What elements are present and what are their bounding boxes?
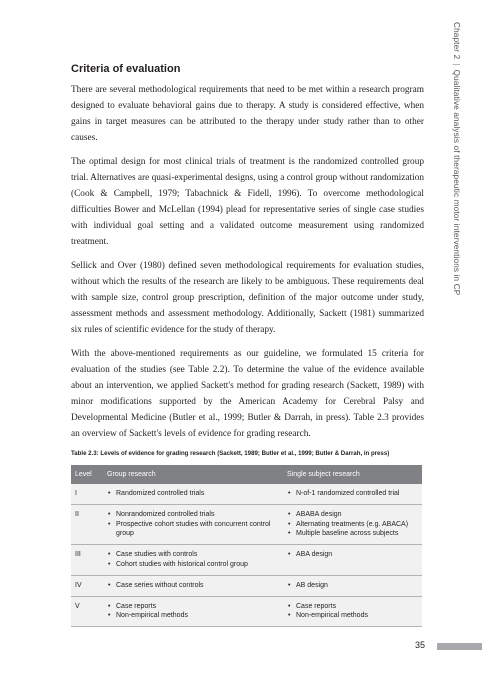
list-item: • Non-empirical methods xyxy=(287,611,418,621)
list-item: • Cohort studies with historical control group xyxy=(107,560,279,570)
group-research-cell xyxy=(103,504,283,544)
single-subject-cell xyxy=(283,504,422,544)
paragraph: Sellick and Over (1980) defined seven methodological requirements for evaluation studies, without which the results of the research are likely to be ambiguous. These requirements deal with sample size, control group prescription, definition of the major outcome under study, assessment methods and assessment methodology. Additionally, Sackett (1981) summarized six rules of scientific evidence for the study of therapy. xyxy=(71,261,424,335)
group-research-cell xyxy=(103,484,283,504)
group-research-cell xyxy=(103,545,283,576)
list-item: • Case reports xyxy=(107,602,279,612)
level-cell: I xyxy=(71,484,103,504)
header-group-research: Group research xyxy=(107,471,156,478)
chapter-label: Chapter 2 xyxy=(452,22,461,60)
list-item: • AB design xyxy=(287,581,418,591)
group-research-cell xyxy=(103,596,283,627)
list-item: • ABA design xyxy=(287,550,418,560)
single-subject-cell xyxy=(283,575,422,596)
table-row xyxy=(71,484,422,504)
group-research-cell xyxy=(103,575,283,596)
list-item: • Case series without controls xyxy=(107,581,279,591)
level-cell: IV xyxy=(71,575,103,596)
list-item: • Non-empirical methods xyxy=(107,611,279,621)
list-item: • Randomized controlled trials xyxy=(107,489,279,499)
section-heading: Criteria of evaluation xyxy=(71,63,181,75)
list-item: • Multiple baseline across subjects xyxy=(287,529,418,539)
list-item: • Nonrandomized controlled trials xyxy=(107,510,279,520)
body-text xyxy=(71,83,424,451)
paragraph: The optimal design for most clinical trials of treatment is the randomized controlled group trial. Alternatives are quasi-experimental designs, using a control group without randomization (Cook & Campbell, 1979; Tabachnick & Fidell, 1996). To overcome methodological difficulties Bower and McLellan (1994) plead for representative series of single case studies with individual goal setting and a validated outcome measurement using randomized treatment. xyxy=(71,157,424,247)
list-item: • Case studies with controls xyxy=(107,550,279,560)
chapter-sidebar xyxy=(446,22,464,322)
paragraph: There are several methodological requirements that need to be met within a research program designed to evaluate behavioral gains due to therapy. A study is considered effective, when gains in target measures can be attributed to the therapy under study rather than to other causes. xyxy=(71,85,424,143)
table-caption: Table 2.3: Levels of evidence for grading research (Sackett, 1989; Butler et al., 1999; Butler & Darrah, in press) xyxy=(71,450,390,457)
level-cell: II xyxy=(71,504,103,544)
table-row xyxy=(71,504,422,544)
list-item: • Prospective cohort studies with concurrent control group xyxy=(107,520,279,540)
table-row xyxy=(71,545,422,576)
list-item: • N-of-1 randomized controlled trial xyxy=(287,489,418,499)
chapter-title: Qualitative analysis of therapeutic motor interventions in CP xyxy=(452,69,461,296)
page-number: 35 xyxy=(415,640,426,650)
header-single-subject-research: Single subject research xyxy=(287,471,360,478)
header-level: Level xyxy=(75,471,92,478)
single-subject-cell xyxy=(283,596,422,627)
sidebar-separator: | xyxy=(452,63,461,66)
table-row xyxy=(71,596,422,627)
table-row xyxy=(71,575,422,596)
single-subject-cell xyxy=(283,545,422,576)
evidence-levels-table xyxy=(71,465,422,627)
page-marker-bar xyxy=(437,643,482,650)
list-item: • Alternating treatments (e.g. ABACA) xyxy=(287,520,418,530)
level-cell: V xyxy=(71,596,103,627)
single-subject-cell xyxy=(283,484,422,504)
list-item: • Case reports xyxy=(287,602,418,612)
paragraph: With the above-mentioned requirements as our guideline, we formulated 15 criteria for evaluation of the studies (see Table 2.2). To determine the value of the evidence available about an intervention, we applied Sackett's method for grading research (Sackett, 1989) with minor modifications supported by the American Academy for Cerebral Palsy and Developmental Medicine (Butler et al., 1999; Butler & Darrah, in press). Table 2.3 provides an overview of Sackett's levels of evidence for grading research. xyxy=(71,349,424,439)
table-header-row xyxy=(71,465,422,484)
level-cell: III xyxy=(71,545,103,576)
list-item: • ABABA design xyxy=(287,510,418,520)
